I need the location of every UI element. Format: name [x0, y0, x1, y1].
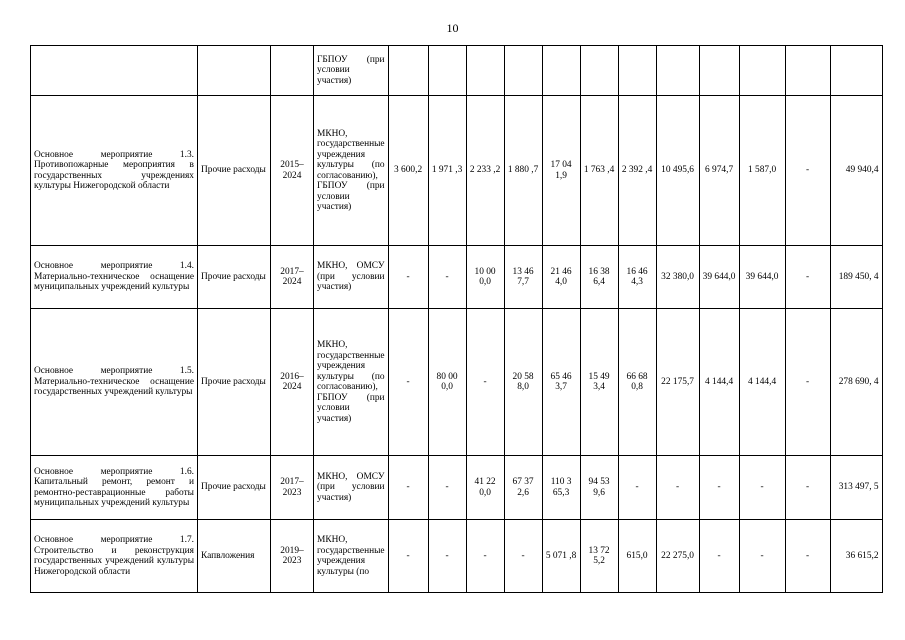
- year-value-cell: [785, 46, 830, 96]
- year-value-cell: 15 49 3,4: [580, 309, 618, 456]
- table-row: [31, 46, 883, 96]
- total-cell: 313 497, 5: [830, 456, 882, 520]
- year-value-cell: 4 144,4: [739, 309, 785, 456]
- period-cell: 2017–2023: [271, 456, 314, 520]
- year-value-cell: -: [388, 456, 428, 520]
- year-value-cell: 66 68 0,8: [618, 309, 656, 456]
- table-row: [31, 309, 883, 456]
- expense-type-cell: Капвложения: [198, 520, 271, 593]
- year-value-cell: -: [785, 309, 830, 456]
- year-value-cell: -: [739, 520, 785, 593]
- year-value-cell: [466, 46, 504, 96]
- total-cell: 278 690, 4: [830, 309, 882, 456]
- activity-name-cell: Основное мероприятие 1.6. Капитальный ремонт, ремонт и ремонтно-реставрационные работы муниципальных учреждений культуры: [31, 456, 198, 520]
- year-value-cell: 80 00 0,0: [428, 309, 466, 456]
- expense-type-cell: Прочие расходы: [198, 246, 271, 309]
- year-value-cell: 10 495,6: [656, 96, 699, 246]
- year-value-cell: 16 38 6,4: [580, 246, 618, 309]
- activity-name-cell: Основное мероприятие 1.7. Строительство и реконструкция государственных учреждений культуры Нижегородской области: [31, 520, 198, 593]
- table-row: [31, 456, 883, 520]
- year-value-cell: 21 46 4,0: [542, 246, 580, 309]
- year-value-cell: 41 22 0,0: [466, 456, 504, 520]
- year-value-cell: 1 880 ,7: [504, 96, 542, 246]
- expense-type-cell: Прочие расходы: [198, 309, 271, 456]
- year-value-cell: 2 233 ,2: [466, 96, 504, 246]
- executor-cell: МКНО, ОМСУ (при условии участия): [314, 456, 389, 520]
- year-value-cell: -: [656, 456, 699, 520]
- executor-cell: МКНО, государственные учреждения культуры (по: [314, 520, 389, 593]
- year-value-cell: [739, 46, 785, 96]
- year-value-cell: -: [388, 309, 428, 456]
- year-value-cell: 13 46 7,7: [504, 246, 542, 309]
- total-cell: [830, 46, 882, 96]
- year-value-cell: [699, 46, 739, 96]
- year-value-cell: 615,0: [618, 520, 656, 593]
- year-value-cell: 67 37 2,6: [504, 456, 542, 520]
- year-value-cell: 39 644,0: [699, 246, 739, 309]
- year-value-cell: -: [785, 246, 830, 309]
- table-row: [31, 96, 883, 246]
- year-value-cell: [542, 46, 580, 96]
- period-cell: 2017–2024: [271, 246, 314, 309]
- year-value-cell: -: [785, 96, 830, 246]
- year-value-cell: 5 071 ,8: [542, 520, 580, 593]
- year-value-cell: -: [428, 246, 466, 309]
- year-value-cell: 22 275,0: [656, 520, 699, 593]
- year-value-cell: -: [739, 456, 785, 520]
- activity-name-cell: Основное мероприятие 1.5. Материально-техническое оснащение государственных учреждений культуры: [31, 309, 198, 456]
- year-value-cell: 1 971 ,3: [428, 96, 466, 246]
- year-value-cell: 16 46 4,3: [618, 246, 656, 309]
- year-value-cell: 94 53 9,6: [580, 456, 618, 520]
- year-value-cell: -: [388, 246, 428, 309]
- year-value-cell: 1 763 ,4: [580, 96, 618, 246]
- year-value-cell: -: [785, 520, 830, 593]
- executor-cell: МКНО, государственные учреждения культуры (по согласованию), ГБПОУ (при условии участия): [314, 96, 389, 246]
- year-value-cell: 20 58 8,0: [504, 309, 542, 456]
- table-row: [31, 246, 883, 309]
- executor-cell: ГБПОУ (при условии участия): [314, 46, 389, 96]
- total-cell: 36 615,2: [830, 520, 882, 593]
- year-value-cell: -: [504, 520, 542, 593]
- period-cell: [271, 46, 314, 96]
- period-cell: 2019–2023: [271, 520, 314, 593]
- year-value-cell: 22 175,7: [656, 309, 699, 456]
- year-value-cell: -: [466, 520, 504, 593]
- year-value-cell: -: [428, 456, 466, 520]
- period-cell: 2016–2024: [271, 309, 314, 456]
- year-value-cell: [388, 46, 428, 96]
- activity-name-cell: Основное мероприятие 1.4. Материально-техническое оснащение муниципальных учреждений культуры: [31, 246, 198, 309]
- executor-cell: МКНО, ОМСУ (при условии участия): [314, 246, 389, 309]
- year-value-cell: 13 72 5,2: [580, 520, 618, 593]
- budget-table: [30, 45, 883, 593]
- year-value-cell: 4 144,4: [699, 309, 739, 456]
- period-cell: 2015–2024: [271, 96, 314, 246]
- activity-name-cell: [31, 46, 198, 96]
- year-value-cell: -: [618, 456, 656, 520]
- year-value-cell: 39 644,0: [739, 246, 785, 309]
- table-row: [31, 520, 883, 593]
- year-value-cell: [580, 46, 618, 96]
- year-value-cell: 1 587,0: [739, 96, 785, 246]
- year-value-cell: [656, 46, 699, 96]
- year-value-cell: -: [785, 456, 830, 520]
- year-value-cell: 2 392 ,4: [618, 96, 656, 246]
- expense-type-cell: Прочие расходы: [198, 456, 271, 520]
- year-value-cell: [618, 46, 656, 96]
- year-value-cell: -: [699, 456, 739, 520]
- total-cell: 49 940,4: [830, 96, 882, 246]
- year-value-cell: 32 380,0: [656, 246, 699, 309]
- expense-type-cell: Прочие расходы: [198, 96, 271, 246]
- year-value-cell: [428, 46, 466, 96]
- executor-cell: МКНО, государственные учреждения культуры (по согласованию), ГБПОУ (при условии участия): [314, 309, 389, 456]
- year-value-cell: 17 04 1,9: [542, 96, 580, 246]
- page-number: 10: [446, 21, 459, 35]
- year-value-cell: 3 600,2: [388, 96, 428, 246]
- expense-type-cell: [198, 46, 271, 96]
- year-value-cell: -: [466, 309, 504, 456]
- year-value-cell: 6 974,7: [699, 96, 739, 246]
- year-value-cell: [504, 46, 542, 96]
- year-value-cell: -: [699, 520, 739, 593]
- year-value-cell: 110 3 65,3: [542, 456, 580, 520]
- activity-name-cell: Основное мероприятие 1.3. Противопожарные мероприятия в государственных учреждениях культуры Нижегородской области: [31, 96, 198, 246]
- year-value-cell: 10 00 0,0: [466, 246, 504, 309]
- year-value-cell: -: [388, 520, 428, 593]
- total-cell: 189 450, 4: [830, 246, 882, 309]
- year-value-cell: -: [428, 520, 466, 593]
- year-value-cell: 65 46 3,7: [542, 309, 580, 456]
